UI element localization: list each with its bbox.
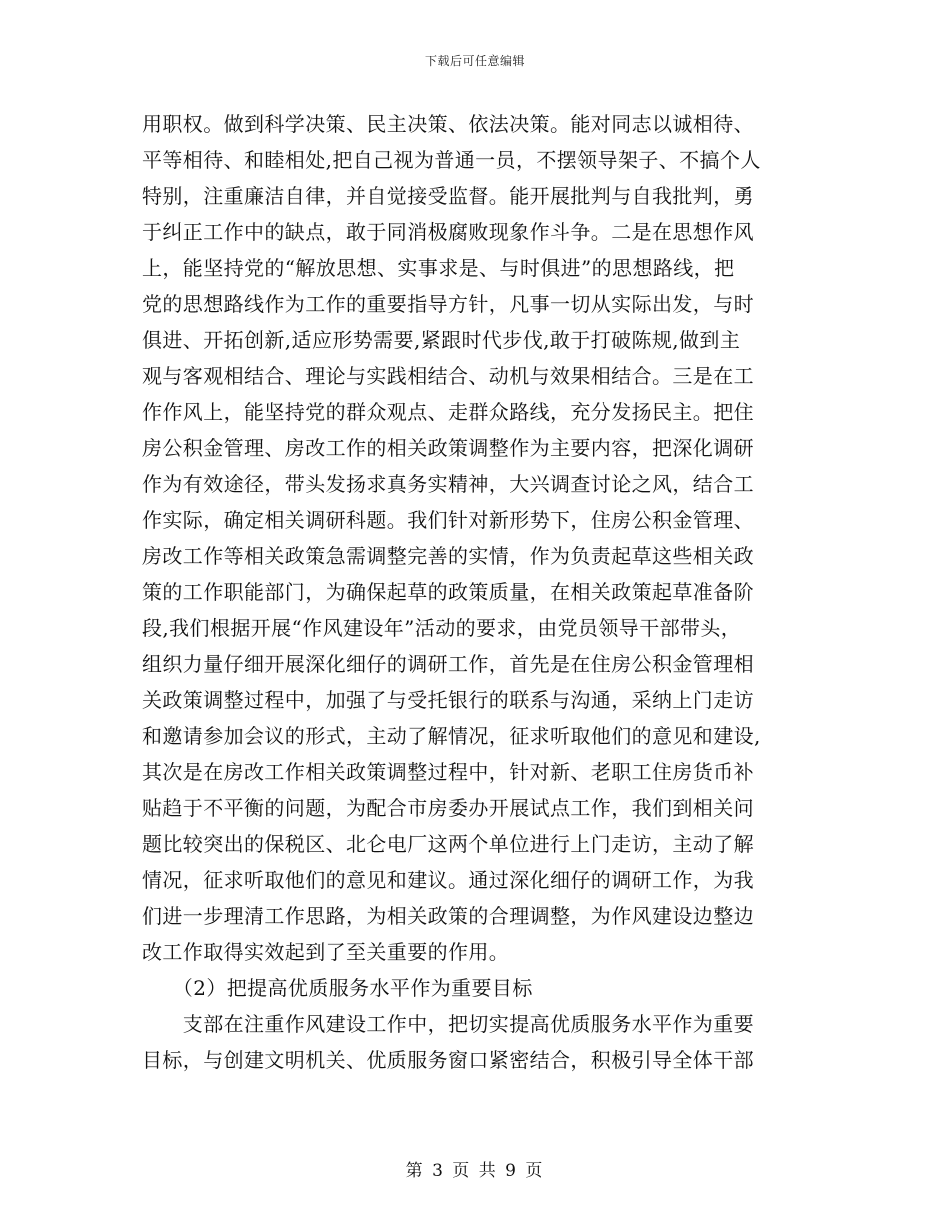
text-line: 党的思想路线作为工作的重要指导方针，凡事一切从实际出发，与时 xyxy=(142,292,754,316)
text-line: 特别，注重廉洁自律，并自觉接受监督。能开展批判与自我批判，勇 xyxy=(142,184,754,208)
text-line: 支部在注重作风建设工作中，把切实提高优质服务水平作为重要 xyxy=(142,1012,754,1036)
text-line: 于纠正工作中的缺点，敢于同消极腐败现象作斗争。二是在思想作风 xyxy=(142,220,754,244)
text-line: 目标，与创建文明机关、优质服务窗口紧密结合，积极引导全体干部 xyxy=(142,1048,754,1072)
section-heading: （2）把提高优质服务水平作为重要目标 xyxy=(142,976,533,1000)
text-line: 改工作取得实效起到了至关重要的作用。 xyxy=(142,940,510,964)
text-line: 关政策调整过程中，加强了与受托银行的联系与沟通，采纳上门走访 xyxy=(142,688,754,712)
text-line: 房公积金管理、房改工作的相关政策调整作为主要内容，把深化调研 xyxy=(142,436,754,460)
text-line: 作实际，确定相关调研科题。我们针对新形势下，住房公积金管理、 xyxy=(142,508,754,532)
page-number: 第 3 页 共 9 页 xyxy=(405,1161,545,1181)
page-header: 下载后可任意编辑 xyxy=(424,54,525,68)
text-line: 观与客观相结合、理论与实践相结合、动机与效果相结合。三是在工 xyxy=(142,364,754,388)
text-line: 组织力量仔细开展深化细仔的调研工作，首先是在住房公积金管理相 xyxy=(142,652,754,676)
text-line: 段,我们根据开展“作风建设年”活动的要求，由党员领导干部带头， xyxy=(142,616,742,640)
text-line: 房改工作等相关政策急需调整完善的实情，作为负责起草这些相关政 xyxy=(142,544,754,568)
text-line: 作作风上，能坚持党的群众观点、走群众路线，充分发扬民主。把住 xyxy=(142,400,754,424)
text-line: 贴趋于不平衡的问题，为配合市房委办开展试点工作，我们到相关问 xyxy=(142,796,754,820)
text-line: 其次是在房改工作相关政策调整过程中，针对新、老职工住房货币补 xyxy=(142,760,754,784)
text-line: 俱进、开拓创新,适应形势需要,紧跟时代步伐,敢于打破陈规,做到主 xyxy=(142,328,741,352)
text-line: 用职权。做到科学决策、民主决策、依法决策。能对同志以诚相待、 xyxy=(142,112,754,136)
text-line: 作为有效途径，带头发扬求真务实精神，大兴调查讨论之风，结合工 xyxy=(142,472,754,496)
text-line: 上，能坚持党的“解放思想、实事求是、与时俱进”的思想路线，把 xyxy=(142,256,735,280)
text-line: 策的工作职能部门，为确保起草的政策质量，在相关政策起草准备阶 xyxy=(142,580,754,604)
text-line: 和邀请参加会议的形式，主动了解情况，征求听取他们的意见和建设, xyxy=(142,724,761,748)
text-line: 题比较突出的保税区、北仑电厂这两个单位进行上门走访，主动了解 xyxy=(142,832,754,856)
text-line: 平等相待、和睦相处,把自己视为普通一员，不摆领导架子、不搞个人 xyxy=(142,148,761,172)
text-line: 情况，征求听取他们的意见和建议。通过深化细仔的调研工作，为我 xyxy=(142,868,754,892)
text-line: 们进一步理清工作思路，为相关政策的合理调整，为作风建设边整边 xyxy=(142,904,754,928)
